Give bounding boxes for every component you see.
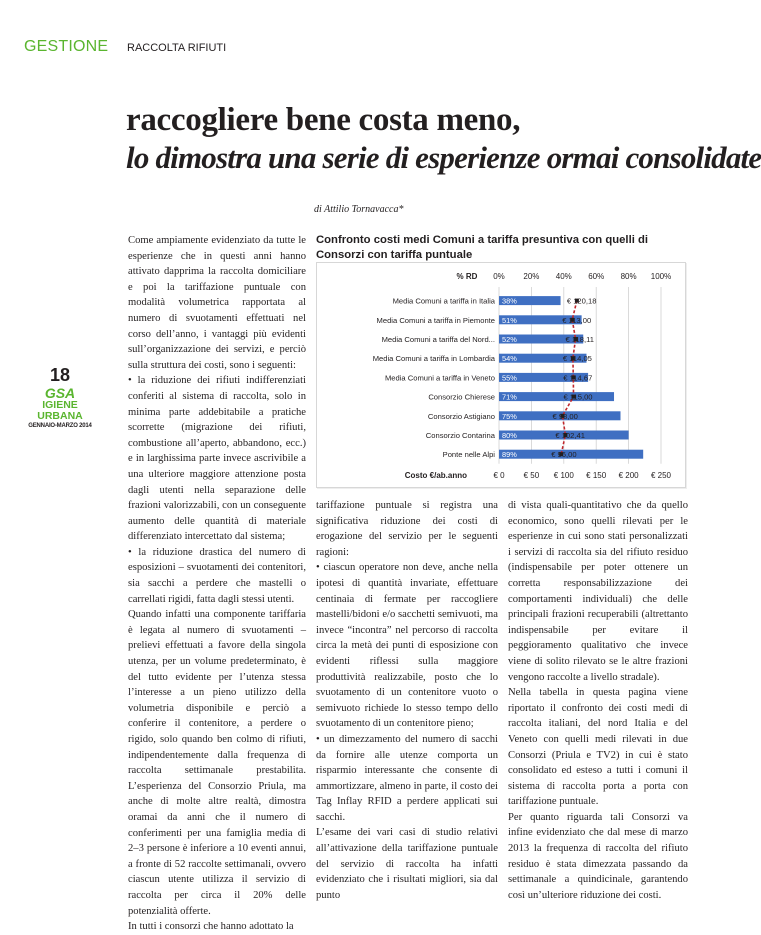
paragraph: Quando infatti una componente tariffaria è legata al numero di svuotamenti – prelievi effettuati a favore della singola utenza, per un volume predeterminato, è del tutto evidente per l’utenza stessa l’interesse a un pieno utilizzo della volumetria disponibile e perciò a conferire il contenitore, a perdere o rigido, solo quando ben colmo di rifiuti, indipendentemente dalla frequenza di raccolta settimanale prestabilita. L’esperienza del Consorzio Priula, ma anche di molte altre realtà, dimostra oramai da anni che il numero di conferimenti per una famiglia media di 2–3 persone è inferiore a 10 eventi annui, a fronte di 52 raccolte settimanali, ovvero ciascun utente utilizza il servizio di raccolta per circa il 20% delle potenzialità offerte. <box>128 609 306 917</box>
paragraph: In tutti i consorzi che hanno adottato la <box>128 921 294 933</box>
rd-bar-label: 54% <box>502 354 517 364</box>
category-label: Media Comuni a tariffa del Nord... <box>381 335 495 344</box>
category-label: Media Comuni a tariffa in Veneto <box>384 373 495 383</box>
bottom-axis-tick: € 150 <box>586 470 607 480</box>
category-label: Consorzio Astigiano <box>427 411 495 421</box>
category-label: Consorzio Contarina <box>425 431 495 440</box>
paragraph: Nella tabella in questa pagina viene riportato il confronto dei costi medi di raccolta italiani, del nord Italia e del Veneto con quelli medi rilevati in due Consorzi (Priula e TV2) in cui è stato consolidato ed esteso a tutti i comuni il sistema di raccolta porta a porta con tariffazione puntuale. <box>508 687 688 808</box>
page-number: 18 <box>49 365 71 385</box>
rd-bar-label: 89% <box>502 450 517 460</box>
rd-bar-label: 38% <box>502 296 517 306</box>
section-tag: GESTIONE <box>24 38 109 55</box>
category-label: Consorzio Chierese <box>428 392 495 402</box>
cost-label: € 114,67 <box>563 373 593 383</box>
rd-bar-label: 52% <box>502 335 517 344</box>
cost-label: € 115,00 <box>563 392 593 402</box>
article-column-right <box>508 498 688 903</box>
paragraph: • un dimezzamento del numero di sacchi da fornire alle utenze comporta un risparmio interessante che consente di ammortizzare, almeno in parte, il costo dei Tag Inflay RFID a perdere applicati sui sacchi. <box>316 733 498 823</box>
paragraph: L’esame dei vari casi di studio relativi all’attivazione della tariffazione puntuale del servizio di raccolta ha infatti evidenziato che i risultati migliori, sia dal punto <box>316 827 498 901</box>
rd-bar-label: 75% <box>502 411 517 421</box>
paragraph: tariffazione puntuale si registra una significativa riduzione dei costi di erogazione del servizio per le seguenti ragioni: <box>316 500 498 558</box>
bottom-axis-tick: € 50 <box>523 470 540 480</box>
article-title-line1: raccogliere bene costa meno, <box>126 102 521 138</box>
cost-label: € 98,00 <box>552 411 578 421</box>
paragraph: • la riduzione dei rifiuti indifferenziati conferiti al sistema di raccolta, solo in minima parte addebitabile a pratiche scorrette (migrazione dei rifiuti, combustione all’aperto, abbandono, ecc.) e in larghissima parte invece ascrivibile a una ulteriore maggiore attenzione posta dagli utenti nella separazione delle frazioni valorizzabili, con un conseguente aumento delle quantità di materiale differenziato intercettato dal sistema; <box>128 375 306 543</box>
bottom-axis-tick: € 200 <box>618 470 639 480</box>
category-label: Media Comuni a tariffa in Piemonte <box>376 315 495 325</box>
category-label: Media Comuni a tariffa in Italia <box>392 296 495 306</box>
chart-svg <box>317 263 687 489</box>
chart-title: Confronto costi medi Comuni a tariffa presuntiva con quelli di Consorzi con tariffa puntuale <box>316 234 649 261</box>
bottom-axis-tick: € 250 <box>650 470 672 480</box>
top-axis-tick: 20% <box>523 272 540 281</box>
magazine-issue: GENNAIO-MARZO 2014 <box>28 423 92 429</box>
top-axis-label: % RD <box>456 272 478 281</box>
bottom-axis-tick: € 0 <box>493 470 505 480</box>
magazine-brand: GSA <box>44 385 76 401</box>
top-axis-tick: 60% <box>588 272 605 281</box>
rd-bar-label: 71% <box>502 392 517 402</box>
rd-bar-label: 80% <box>502 431 517 440</box>
article-title-line2: lo dimostra una serie di esperienze ormai consolidate <box>126 140 761 175</box>
bottom-axis-label: Costo €/ab.anno <box>404 470 467 480</box>
cost-label: € 120,18 <box>566 296 597 306</box>
magazine-badge <box>20 366 100 430</box>
chart <box>316 262 686 488</box>
category-label: Ponte nelle Alpi <box>442 450 495 460</box>
paragraph: di vista quali-quantitativo che da quello economico, sono quelli rilevati per le esperienze in cui sono stati personalizzati i servizi di raccolta sia del rifiuto residuo (indispensabile per poter ottenere un corretta responsabilizzazione dei comportamenti individuali) che delle principali frazioni recuperabili (altrettanto indispensabile per evitare il peggioramento qualitativo che invece viene di solito rilevato se le altre frazioni vengono raccolte a livello stradale). <box>508 500 688 683</box>
magazine-name: IGIENE URBANA <box>37 399 83 422</box>
cost-label: € 113,00 <box>562 315 592 325</box>
cost-label: € 118,11 <box>565 335 594 344</box>
paragraph: Come ampiamente evidenziato da tutte le esperienze che in questi anni hanno attivato dapprima la raccolta domiciliare e poi la tariffazione puntuale con modalità volumetrica rapportata al numero di svuotamenti effettuati nel corso dell’anno, i vantaggi più evidenti sull’organizzazione dei servizi, e perciò sulla struttura dei costi, sono i seguenti: <box>128 235 306 371</box>
top-axis-tick: 80% <box>620 272 637 281</box>
top-axis-tick: 40% <box>555 272 572 281</box>
rd-bar-label: 51% <box>502 315 517 325</box>
rd-bar-label: 55% <box>502 373 517 383</box>
cost-label: € 96,00 <box>551 450 577 460</box>
paragraph: • la riduzione drastica del numero di esposizioni – svuotamenti dei contenitori, sia sacchi a perdere che mastelli o carrellati rigidi, fatta dagli stessi utenti. <box>128 546 306 605</box>
article-column-middle <box>316 498 498 903</box>
cost-label: € 102,41 <box>555 431 585 440</box>
article-byline: di Attilio Tornavacca* <box>314 204 404 215</box>
category-label: Media Comuni a tariffa in Lombardia <box>372 354 495 364</box>
paragraph: Per quanto riguarda tali Consorzi va infine evidenziato che dal mese di marzo 2013 la frequenza di raccolta del rifiuto residuo è stata dimezzata passando da settimanale a quindicinale, garantendo così un’ulteriore riduzione dei costi. <box>508 811 688 901</box>
top-axis-tick: 0% <box>493 272 505 281</box>
paragraph: • ciascun operatore non deve, anche nella ipotesi di quantità invariate, effettuare centinaia di fermate per raccogliere mastelli/bidoni e/o sacchetti semivuoti, ma invece “incontra” nel percorso di raccolta circa la metà dei punti di esposizione con evidenti riflessi sulla maggiore produttività realizzabile, posto che lo svuotamento di un contenitore vuoto o semivuoto richiede lo stesso tempo dello svuotamento di un contenitore pieno; <box>316 562 498 730</box>
article-column-left <box>128 233 306 935</box>
bottom-axis-tick: € 100 <box>553 470 574 480</box>
top-axis-tick: 100% <box>650 272 672 281</box>
section-subtitle: RACCOLTA RIFIUTI <box>127 42 227 54</box>
cost-label: € 114,05 <box>562 354 592 364</box>
